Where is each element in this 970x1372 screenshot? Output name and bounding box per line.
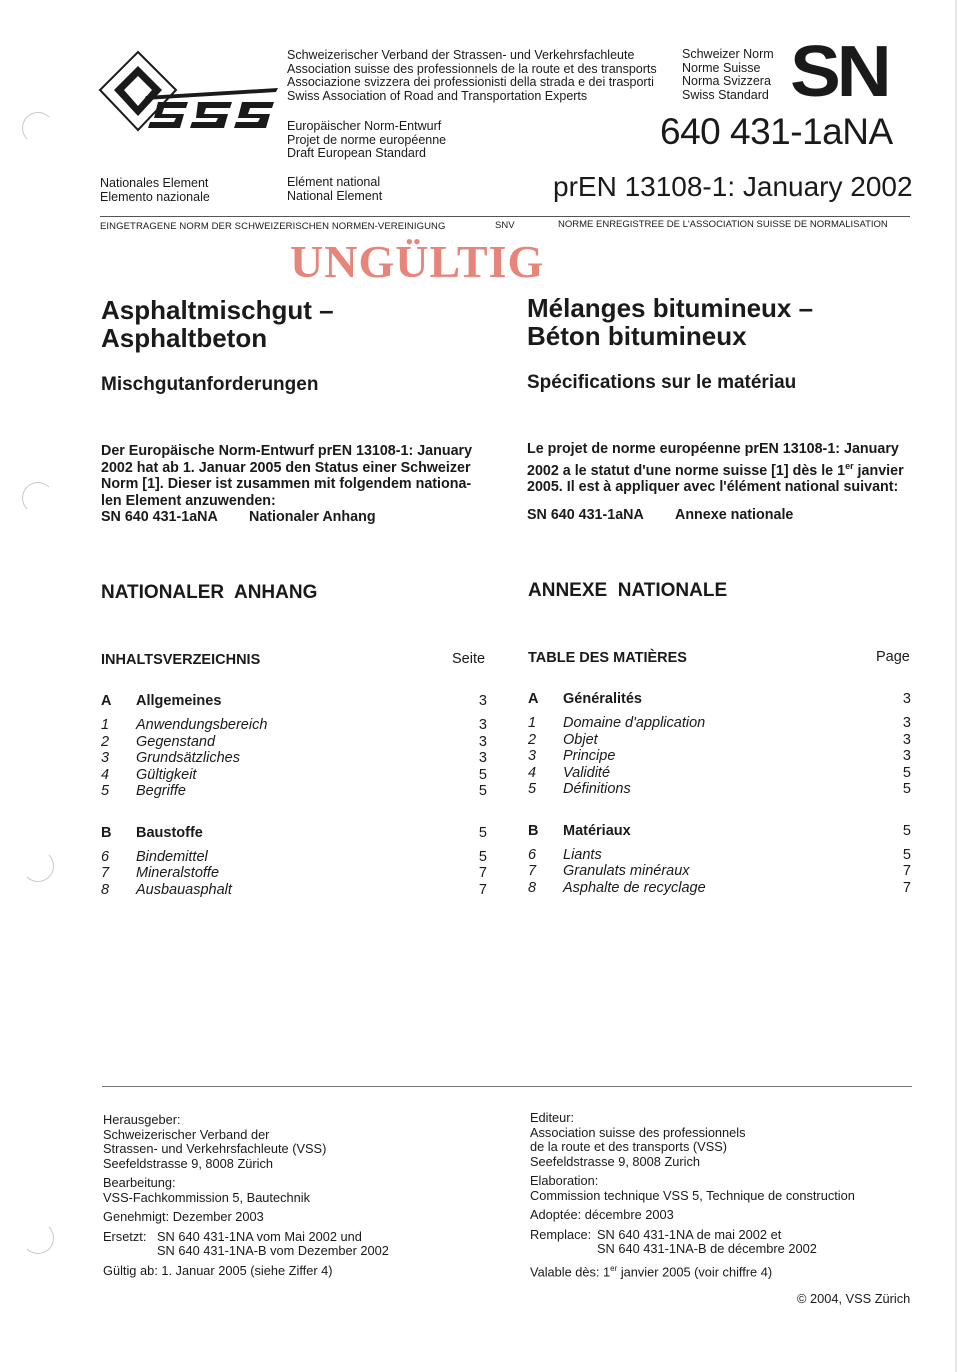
toc-item-number: 7 <box>528 863 537 879</box>
intro-de <box>101 443 472 509</box>
national-element-fr: Elément national <box>287 175 381 189</box>
subtitle-de: Mischgutanforderungen <box>101 374 319 395</box>
copyright: © 2004, VSS Zürich <box>797 1291 911 1306</box>
footer-rule <box>102 1086 912 1087</box>
draft-label-en: Draft European Standard <box>287 146 426 160</box>
toc-item-page: 5 <box>478 766 487 783</box>
title-de-line: Asphaltmischgut – <box>101 295 334 325</box>
ref-name-fr: Annexe nationale <box>675 507 794 523</box>
toc-item-label: Principe <box>563 748 616 764</box>
toc-item-number: 1 <box>101 717 110 733</box>
toc-item-number: 2 <box>528 731 537 748</box>
title-fr <box>527 294 813 350</box>
title-fr-line: Béton bitumineux <box>527 321 747 351</box>
replaces-line-fr: SN 640 431-1NA-B de décembre 2002 <box>597 1241 817 1256</box>
subtitle-fr: Spécifications sur le matériau <box>527 372 797 393</box>
editor-line-de: Strassen- und Verkehrsfachleute (VSS) <box>103 1141 327 1156</box>
toc-item-label: Domaine d'application <box>563 715 706 731</box>
toc-item-label: Liants <box>563 846 602 863</box>
replaces-line-de: SN 640 431-1NA vom Mai 2002 und <box>157 1228 362 1244</box>
toc-item-label: Asphalte de recyclage <box>563 879 706 896</box>
replaces-line-fr: SN 640 431-1NA de mai 2002 et <box>597 1226 782 1242</box>
toc-item-page: 3 <box>478 750 487 766</box>
processing-label-de: Bearbeitung: <box>103 1175 176 1190</box>
standard-number: 640 431-1aNA <box>660 111 893 152</box>
pren-reference: prEN 13108-1: January 2002 <box>553 171 913 202</box>
norm-type-fr: Norme Suisse <box>682 60 761 75</box>
intro-de-line: Norm [1]. Dieser ist zusammen mit folgendem nationa- <box>101 476 472 492</box>
toc-item-label: Gegenstand <box>136 733 216 750</box>
toc-item-page: 5 <box>478 848 487 865</box>
intro-fr-tail: janvier <box>853 462 904 479</box>
replaces-line-de: SN 640 431-1NA-B vom Dezember 2002 <box>157 1243 389 1258</box>
processing-value-fr: Commission technique VSS 5, Technique de construction <box>530 1187 855 1203</box>
valid-from-fr <box>530 1262 855 1280</box>
toc-item-label: Grundsätzliches <box>136 750 240 766</box>
toc-item-page: 7 <box>478 865 487 881</box>
snv-label: SNV <box>495 220 515 231</box>
punch-hole-mark <box>22 112 54 144</box>
toc-item-label: Begriffe <box>136 783 186 799</box>
intro-de-line: len Element anzuwenden: <box>101 492 276 509</box>
punch-hole-mark <box>22 482 54 514</box>
title-fr-line: Mélanges bitumineux – <box>527 293 814 323</box>
toc-item-page: 5 <box>902 846 911 863</box>
editor-line-de: Seefeldstrasse 9, 8008 Zürich <box>103 1155 274 1171</box>
scan-edge <box>955 0 957 1372</box>
draft-label-fr: Projet de norme européenne <box>287 132 447 147</box>
norm-type-it: Norma Svizzera <box>682 74 771 88</box>
toc-item-page: 3 <box>902 748 911 764</box>
draft-label-de: Europäischer Norm-Entwurf <box>287 119 442 133</box>
toc-item-page: 5 <box>902 764 911 781</box>
punch-hole-mark <box>22 1222 54 1254</box>
toc-item-number: 3 <box>101 750 110 766</box>
intro-fr-sup: er <box>845 460 854 471</box>
national-element-de-it <box>100 177 210 204</box>
punch-hole-mark <box>22 850 54 882</box>
toc-item-page: 5 <box>478 783 487 799</box>
national-element-de: Nationales Element <box>100 176 209 190</box>
toc-item-number: 4 <box>101 766 110 783</box>
annex-heading-fr: ANNEXE NATIONALE <box>528 580 728 601</box>
page-label-de: Seite <box>452 651 486 667</box>
org-name-en: Swiss Association of Road and Transportation Experts <box>287 88 588 103</box>
editor-label-fr: Editeur: <box>530 1110 575 1125</box>
replaces-de <box>103 1228 389 1259</box>
national-element-en: National Element <box>287 188 383 203</box>
header-rule <box>100 216 910 217</box>
toc-item-page: 3 <box>902 731 911 748</box>
org-name-fr: Association suisse des professionnels de la route et des transports <box>287 61 657 76</box>
toc-item-page: 7 <box>902 863 911 879</box>
toc-section-title: Baustoffe <box>136 824 203 841</box>
valid-suffix-fr: janvier 2005 (voir chiffre 4) <box>617 1263 773 1279</box>
editor-label-de: Herausgeber: <box>103 1112 181 1127</box>
editor-line-fr: Seefeldstrasse 9, 8008 Zurich <box>530 1153 701 1169</box>
toc-item-number: 7 <box>101 865 110 881</box>
org-name-de: Schweizerischer Verband der Strassen- und Verkehrsfachleute <box>287 48 635 62</box>
intro-fr-line: 2005. Il est à appliquer avec l'élément national suivant: <box>527 478 899 495</box>
intro-fr-line <box>527 458 904 479</box>
toc-item-label: Gültigkeit <box>136 766 197 783</box>
org-names <box>287 49 657 103</box>
ref-code-fr: SN 640 431-1aNA <box>527 507 644 523</box>
toc-item-page: 3 <box>478 733 487 750</box>
toc-section-title: Matériaux <box>563 822 631 839</box>
toc-section-page: 3 <box>902 691 911 707</box>
toc-item-number: 6 <box>101 848 110 865</box>
toc-item-number: 5 <box>101 783 110 799</box>
toc-item-label: Validité <box>563 764 611 781</box>
toc-item-number: 8 <box>101 881 110 898</box>
intro-de-line: Der Europäische Norm-Entwurf prEN 13108-1: January <box>101 443 473 459</box>
toc-section-title: Allgemeines <box>136 693 222 709</box>
editor-line-fr: de la route et des transports (VSS) <box>530 1139 728 1154</box>
replaces-fr <box>530 1228 855 1257</box>
toc-item-label: Mineralstoffe <box>136 865 220 881</box>
toc-item-number: 6 <box>528 846 537 863</box>
toc-item-number: 4 <box>528 764 537 781</box>
norm-type <box>682 48 774 102</box>
registered-norm-fr: NORME ENREGISTREE DE L'ASSOCIATION SUISSE DE NORMALISATION <box>558 219 888 230</box>
annex-heading-de: NATIONALER ANHANG <box>101 582 318 603</box>
national-element-fr-en <box>287 176 382 203</box>
toc-item-page: 3 <box>478 717 487 733</box>
replaces-label-fr: Remplace: <box>530 1226 592 1242</box>
publisher-fr <box>530 1111 855 1279</box>
toc-item-label: Granulats minéraux <box>563 863 690 879</box>
toc-item-number: 2 <box>101 733 110 750</box>
valid-prefix-fr: Valable dès: 1 <box>530 1263 611 1279</box>
toc-section-letter: B <box>528 822 539 839</box>
norm-type-en: Swiss Standard <box>682 87 769 102</box>
toc-item-label: Objet <box>563 731 598 748</box>
intro-fr-text: 2002 a le statut d'une norme suisse [1] dès le 1 <box>527 462 846 479</box>
org-name-it: Associazione svizzera dei professionisti della strada e dei trasporti <box>287 75 654 89</box>
intro-de-line: 2002 hat ab 1. Januar 2005 den Status einer Schweizer <box>101 459 471 476</box>
national-element-it: Elemento nazionale <box>100 189 210 204</box>
vss-logo <box>98 50 280 134</box>
toc-item-number: 3 <box>528 748 537 764</box>
toc-section-letter: A <box>101 693 112 709</box>
toc-section-letter: A <box>528 691 539 707</box>
toc-item-page: 7 <box>902 879 911 896</box>
title-de <box>101 296 334 352</box>
editor-line-fr: Association suisse des professionnels <box>530 1124 746 1140</box>
ref-name-de: Nationaler Anhang <box>249 509 376 525</box>
editor-line-de: Schweizerischer Verband der <box>103 1126 270 1142</box>
processing-label-fr: Elaboration: <box>530 1173 599 1188</box>
norm-type-de: Schweizer Norm <box>682 47 774 61</box>
toc-item-label: Ausbauasphalt <box>136 881 232 898</box>
invalid-stamp: UNGÜLTIG <box>290 236 545 287</box>
toc-heading-fr: TABLE DES MATIÈRES <box>528 650 687 666</box>
toc-item-page: 5 <box>902 781 911 797</box>
publisher-de <box>103 1112 389 1278</box>
toc-heading-de: INHALTSVERZEICHNIS <box>101 652 261 668</box>
toc-item-page: 7 <box>478 881 487 898</box>
valid-sup-fr: er <box>610 1263 618 1273</box>
toc-section-letter: B <box>101 824 112 841</box>
approved-fr: Adoptée: décembre 2003 <box>530 1207 674 1222</box>
toc-section-page: 3 <box>478 693 487 709</box>
intro-fr-line: Le projet de norme européenne prEN 13108-1: January <box>527 441 899 457</box>
processing-value-de: VSS-Fachkommission 5, Bautechnik <box>103 1189 310 1205</box>
toc-item-label: Anwendungsbereich <box>136 717 268 733</box>
toc-section-page: 5 <box>902 822 911 839</box>
approved-de: Genehmigt: Dezember 2003 <box>103 1209 264 1224</box>
draft-label <box>287 120 446 161</box>
toc-section-title: Généralités <box>563 691 642 707</box>
toc-item-number: 5 <box>528 781 537 797</box>
valid-from-de: Gültig ab: 1. Januar 2005 (siehe Ziffer 4) <box>103 1262 333 1278</box>
toc-item-label: Définitions <box>563 781 631 797</box>
toc-item-page: 3 <box>902 715 911 731</box>
registered-norm-de: EINGETRAGENE NORM DER SCHWEIZERISCHEN NORMEN-VEREINIGUNG <box>100 221 446 232</box>
ref-code-de: SN 640 431-1aNA <box>101 509 218 525</box>
page-label-fr: Page <box>876 649 910 665</box>
intro-fr <box>527 441 904 495</box>
toc-section-page: 5 <box>478 824 487 841</box>
toc-item-number: 8 <box>528 879 537 896</box>
toc-item-number: 1 <box>528 715 537 731</box>
title-de-line: Asphaltbeton <box>101 323 268 353</box>
replaces-label-de: Ersetzt: <box>103 1228 147 1244</box>
toc-item-label: Bindemittel <box>136 848 208 865</box>
sn-logo: SN <box>790 32 888 112</box>
